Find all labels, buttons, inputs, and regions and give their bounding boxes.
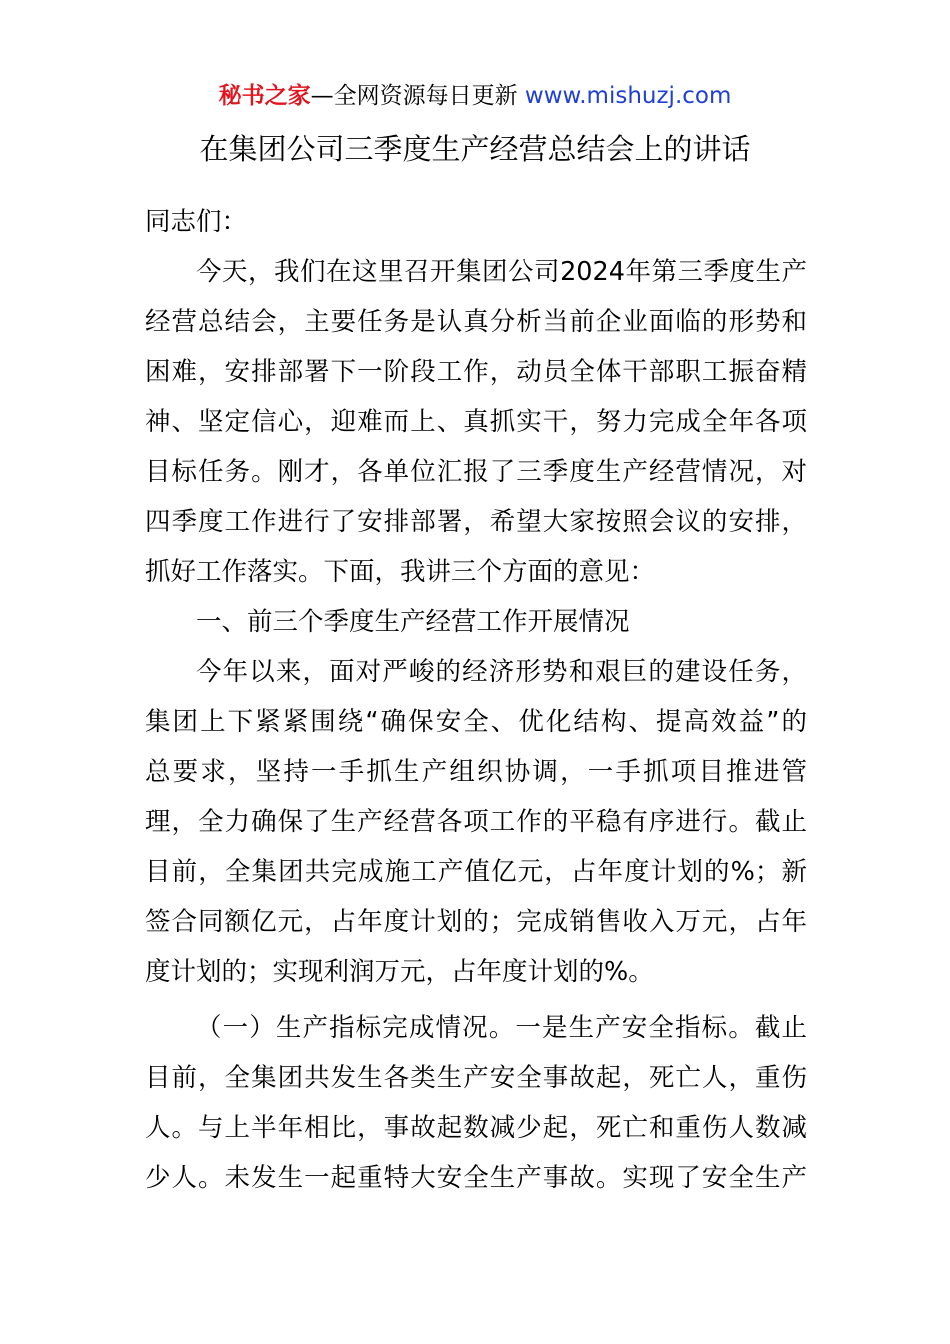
- text-line: 目前，全集团共发生各类生产安全事故起，死亡人，重伤: [145, 1063, 807, 1093]
- text-line: 少人。未发生一起重特大安全生产事故。实现了安全生产: [145, 1163, 807, 1193]
- text-line: 目前，全集团共完成施工产值亿元，占年度计划的%；新: [145, 857, 807, 887]
- document-title: 在集团公司三季度生产经营总结会上的讲话: [199, 132, 751, 166]
- text-line: 人。与上半年相比，事故起数减少起，死亡和重伤人数减: [145, 1113, 807, 1143]
- text-line: 总要求，坚持一手抓生产组织协调，一手抓项目推进管: [145, 757, 807, 787]
- text-line: 今年以来，面对严峻的经济形势和艰巨的建设任务，: [196, 657, 807, 687]
- text-line: 签合同额亿元，占年度计划的；完成销售收入万元，占年: [145, 907, 807, 937]
- text-line: 目标任务。刚才，各单位汇报了三季度生产经营情况，对: [145, 457, 807, 487]
- site-url-link[interactable]: www.mishuzj.com: [524, 83, 732, 109]
- document-body: [145, 197, 807, 1203]
- salutation: 同志们：: [145, 207, 248, 237]
- text-line: 神、坚定信心，迎难而上、真抓实干，努力完成全年各项: [145, 407, 807, 437]
- subsection-heading-line: （一）生产指标完成情况。一是生产安全指标。截止: [196, 1013, 807, 1043]
- text-line: 四季度工作进行了安排部署，希望大家按照会议的安排，: [145, 507, 807, 537]
- text-line: 今天，我们在这里召开集团公司2024年第三季度生产: [196, 257, 807, 287]
- site-tagline: —全网资源每日更新: [310, 83, 518, 109]
- text-line: 集团上下紧紧围绕“确保安全、优化结构、提高效益”的: [145, 707, 807, 737]
- text-line: 困难，安排部署下一阶段工作，动员全体干部职工振奋精: [145, 357, 807, 387]
- site-brand: 秘书之家: [218, 83, 311, 109]
- section-heading: 一、前三个季度生产经营工作开展情况: [196, 607, 630, 637]
- text-line: 抓好工作落实。下面，我讲三个方面的意见：: [145, 557, 656, 587]
- text-line: 度计划的；实现利润万元，占年度计划的%。: [145, 957, 654, 987]
- site-header: [0, 80, 950, 112]
- text-line: 经营总结会，主要任务是认真分析当前企业面临的形势和: [145, 307, 807, 337]
- text-line: 理，全力确保了生产经营各项工作的平稳有序进行。截止: [145, 807, 807, 837]
